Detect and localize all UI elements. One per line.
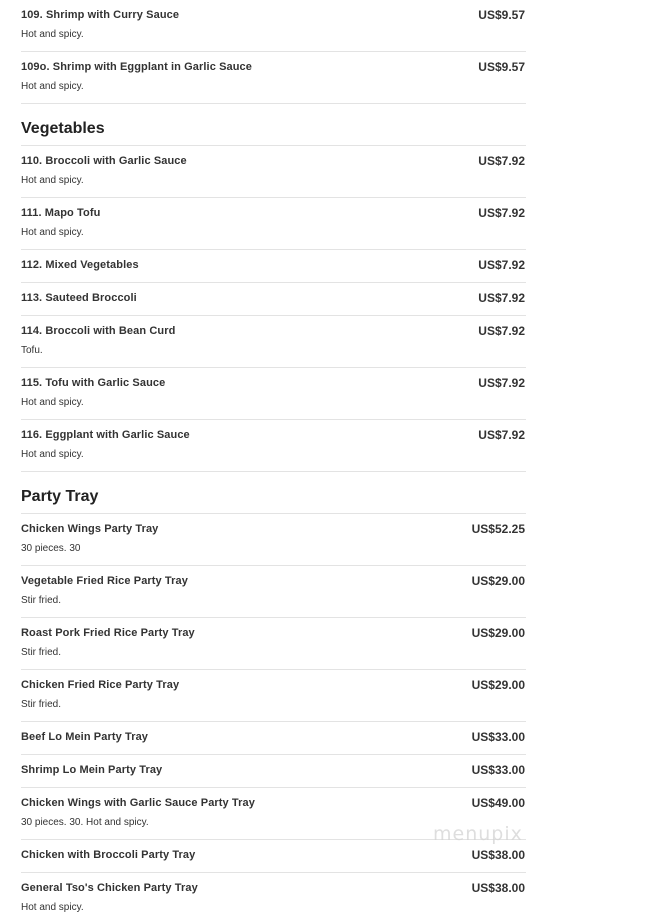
- menu-item[interactable]: [21, 873, 526, 917]
- menu-item-price: US$7.92: [478, 154, 525, 168]
- menu-item-price: US$52.25: [471, 522, 525, 536]
- menu-item-name: General Tso's Chicken Party Tray: [21, 882, 198, 894]
- menu-item-name: Chicken Fried Rice Party Tray: [21, 679, 180, 691]
- menu-item-description: Hot and spicy.: [21, 449, 84, 460]
- menu-item-name: 112. Mixed Vegetables: [21, 259, 139, 271]
- menu-item-price: US$38.00: [471, 881, 525, 895]
- menu-item-price: US$33.00: [471, 730, 525, 744]
- menu-item[interactable]: [21, 316, 526, 368]
- menu-item[interactable]: [21, 368, 526, 420]
- menu-item-price: US$7.92: [478, 324, 525, 338]
- menu-item[interactable]: [21, 198, 526, 250]
- menu-item-price: US$9.57: [478, 8, 525, 22]
- menu-item-description: Stir fried.: [21, 595, 62, 606]
- menu-item-name: 111. Mapo Tofu: [21, 207, 101, 219]
- menu-item-description: Hot and spicy.: [21, 29, 84, 40]
- menu-item-description: Hot and spicy.: [21, 175, 84, 186]
- menu-item-description: Stir fried.: [21, 699, 62, 710]
- section-heading: [21, 104, 526, 146]
- menu-item-description: Hot and spicy.: [21, 227, 84, 238]
- menu-item-description: Hot and spicy.: [21, 81, 84, 92]
- menu-item-price: US$7.92: [478, 428, 525, 442]
- menu-item[interactable]: [21, 670, 526, 722]
- menu-item-description: 30 pieces. 30. Hot and spicy.: [21, 817, 149, 828]
- menu-item[interactable]: [21, 755, 526, 788]
- menu-item-description: 30 pieces. 30: [21, 543, 81, 554]
- menu-item-description: Hot and spicy.: [21, 902, 84, 913]
- menu-item[interactable]: [21, 283, 526, 316]
- menu-item-price: US$7.92: [478, 376, 525, 390]
- menu-item[interactable]: [21, 146, 526, 198]
- menu-item-description: Tofu.: [21, 345, 43, 356]
- menu-item-name: 109o. Shrimp with Eggplant in Garlic Sauce: [21, 61, 252, 73]
- menu-item[interactable]: [21, 566, 526, 618]
- menu-item-description: Stir fried.: [21, 647, 62, 658]
- menu-item-name: Chicken Wings Party Tray: [21, 523, 159, 535]
- menu-item[interactable]: [21, 618, 526, 670]
- menu-item-name: Chicken with Broccoli Party Tray: [21, 849, 196, 861]
- menu-item-price: US$49.00: [471, 796, 525, 810]
- menu-item-name: Chicken Wings with Garlic Sauce Party Tray: [21, 797, 255, 809]
- menu-item[interactable]: [21, 722, 526, 755]
- menu-item-price: US$7.92: [478, 291, 525, 305]
- menu-item-price: US$9.57: [478, 60, 525, 74]
- section-title: Vegetables: [21, 120, 105, 137]
- menu-item[interactable]: [21, 52, 526, 104]
- menu-item-description: Hot and spicy.: [21, 397, 84, 408]
- menu-item-name: 109. Shrimp with Curry Sauce: [21, 9, 180, 21]
- menu-list: [21, 0, 526, 917]
- menu-item-price: US$38.00: [471, 848, 525, 862]
- menu-item-name: 116. Eggplant with Garlic Sauce: [21, 429, 190, 441]
- menu-item-price: US$7.92: [478, 258, 525, 272]
- menu-item[interactable]: [21, 420, 526, 472]
- menu-item-name: 115. Tofu with Garlic Sauce: [21, 377, 166, 389]
- menu-item-name: Beef Lo Mein Party Tray: [21, 731, 149, 743]
- menu-item-name: Vegetable Fried Rice Party Tray: [21, 575, 188, 587]
- menu-item-name: 110. Broccoli with Garlic Sauce: [21, 155, 187, 167]
- menu-item-name: Shrimp Lo Mein Party Tray: [21, 764, 163, 776]
- menu-item[interactable]: [21, 250, 526, 283]
- menu-item[interactable]: [21, 0, 526, 52]
- menu-item-name: 113. Sauteed Broccoli: [21, 292, 137, 304]
- section-title: Party Tray: [21, 488, 99, 505]
- section-heading: [21, 472, 526, 514]
- menu-item-price: US$33.00: [471, 763, 525, 777]
- menu-item-price: US$29.00: [471, 574, 525, 588]
- menu-item-price: US$7.92: [478, 206, 525, 220]
- menu-item-price: US$29.00: [471, 626, 525, 640]
- menu-item-price: US$29.00: [471, 678, 525, 692]
- menu-item-name: Roast Pork Fried Rice Party Tray: [21, 627, 195, 639]
- watermark-logo: menupix: [433, 823, 523, 845]
- menu-item[interactable]: [21, 514, 526, 566]
- menu-item-name: 114. Broccoli with Bean Curd: [21, 325, 176, 337]
